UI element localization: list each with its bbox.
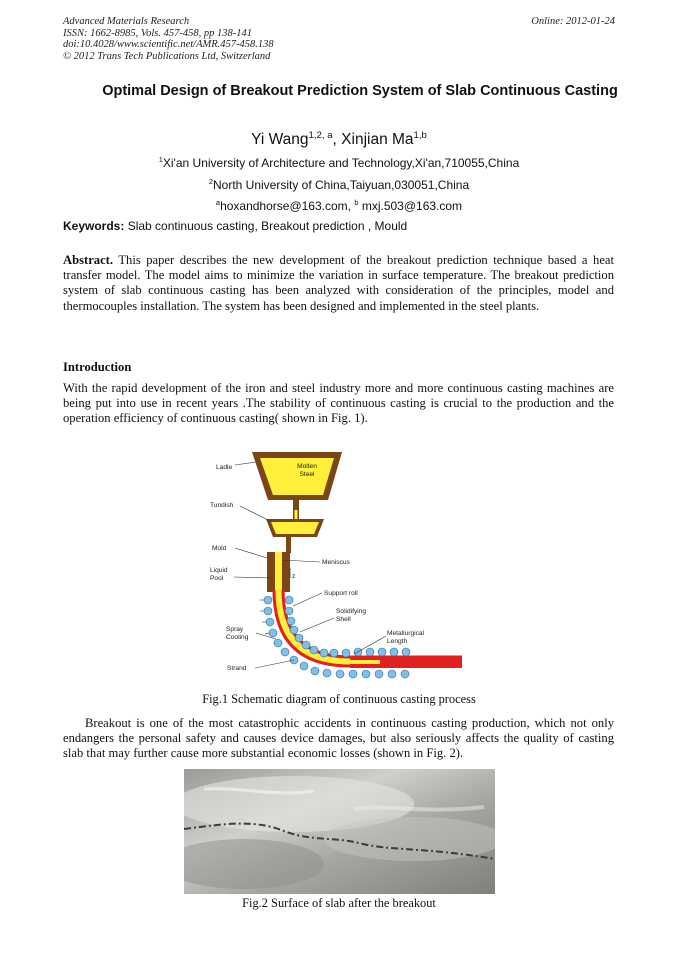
label-solidifying: Solidifying <box>336 608 367 615</box>
label-ladle: Ladle <box>216 464 233 471</box>
issn-line: ISSN: 1662-8985, Vols. 457-458, pp 138-141 <box>63 27 252 39</box>
abstract-text: This paper describes the new development of the breakout prediction technique based a heat transfer model. The model aims to minimize the variation in surface temperature. The breakout prediction system of slab continuous casting has been analyzed with consideration of the principles, model and thermocouples installation. The system has been designed and implemented in the steel plants. <box>63 253 615 313</box>
label-shell: Shell <box>336 616 351 623</box>
author-1: Yi Wang <box>251 131 309 148</box>
tundish-steel <box>271 522 319 534</box>
email-b-sup: b <box>354 198 359 207</box>
spray-lines <box>260 600 269 634</box>
aff-2-text: North University of China,Taiyuan,030051,China <box>212 178 470 192</box>
keywords-label: Keywords: <box>63 219 125 233</box>
mold-left-wall <box>267 552 275 592</box>
aff-1-sup: 1 <box>158 155 163 164</box>
label-support-roll: Support roll <box>324 590 358 597</box>
label-spray: Spray <box>226 626 244 633</box>
email-b: mxj.503@163.com <box>361 199 463 213</box>
strand-shell-inner <box>283 590 462 657</box>
intro-paragraph-1: With the rapid development of the iron and steel industry more and more continuous casting machines are being put into use in recent years .The stability of continuous casting is crucial to the production and the operation efficiency of continuous casting( shown in Fig. 1). <box>63 381 614 426</box>
abstract-label: Abstract. <box>63 253 114 267</box>
aff-2-sup: 2 <box>208 177 213 186</box>
label-length: Length <box>387 638 408 645</box>
intro-paragraph-2: Breakout is one of the most catastrophic accidents in continuous casting production, which not only endangers the personal safety and causes device damages, but also seriously affects the quality of casting slab that may further cause more substantial economic losses (shown in Fig. 2). <box>63 716 614 761</box>
email-a-sup: a <box>215 198 221 207</box>
label-strand: Strand <box>227 665 247 672</box>
emails <box>0 199 678 213</box>
tundish-nozzle <box>286 537 291 553</box>
figure-1-caption: Fig.1 Schematic diagram of continuous casting process <box>202 692 476 706</box>
abstract <box>63 253 614 314</box>
keywords-text: Slab continuous casting, Breakout prediction , Mould <box>127 219 408 233</box>
author-2: Xinjian Ma <box>341 131 414 148</box>
slab-surface-photo <box>184 769 495 894</box>
journal-header <box>63 16 274 62</box>
email-a: hoxandhorse@163.com, <box>220 199 351 213</box>
figure-2-caption: Fig.2 Surface of slab after the breakout <box>242 896 436 910</box>
affiliation-1 <box>0 156 678 170</box>
label-pool: Pool <box>210 575 224 582</box>
copyright-line: © 2012 Trans Tech Publications Ltd, Switzerland <box>63 50 271 62</box>
ladle-stream <box>295 510 298 520</box>
online-date: Online: 2012-01-24 <box>531 16 615 27</box>
label-metallurgical: Metallurgical <box>387 630 425 637</box>
author-line: Yi Wang$^{1,2, a}$, Xinjian Ma$^{1,b}$ <box>251 129 427 148</box>
label-steel: Steel <box>299 471 315 478</box>
mold-right-wall <box>282 552 290 592</box>
keywords <box>63 219 407 233</box>
doi-line: doi:10.4028/www.scientific.net/AMR.457-458.138 <box>63 39 274 50</box>
journal-name: Advanced Materials Research <box>63 16 190 27</box>
label-tundish: Tundish <box>210 502 234 509</box>
paper-title: Optimal Design of Breakout Prediction System of Slab Continuous Casting <box>102 83 618 99</box>
label-cooling: Cooling <box>226 634 249 641</box>
label-z: z <box>292 573 296 580</box>
affiliation-2 <box>0 178 678 192</box>
liquid-core-tip <box>350 660 380 664</box>
label-meniscus: Meniscus <box>322 559 350 566</box>
label-molten: Molten <box>297 463 317 470</box>
author-1-sup: 1,2, a <box>308 129 333 141</box>
label-liquid: Liquid <box>210 567 228 574</box>
continuous-casting-diagram <box>200 440 490 688</box>
label-mold: Mold <box>212 545 227 552</box>
author-2-sup: 1,b <box>413 129 427 141</box>
aff-1-text: Xi'an University of Architecture and Technology,Xi'an,710055,China <box>162 156 520 170</box>
introduction-heading: Introduction <box>63 360 132 374</box>
